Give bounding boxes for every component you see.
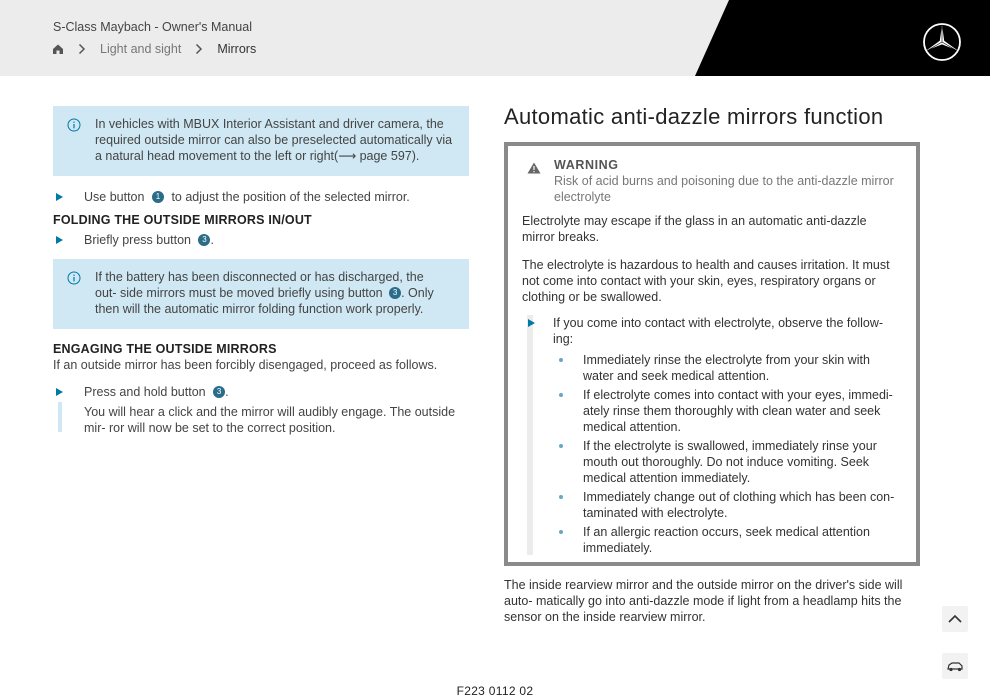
list-item (553, 524, 902, 556)
action-sub-list (553, 352, 902, 556)
mercedes-star-logo[interactable] (922, 22, 962, 62)
warning-triangle-icon (527, 162, 541, 174)
list-item (553, 438, 902, 486)
info-icon (67, 271, 81, 285)
bullet-dot (559, 393, 563, 397)
chevron-right-icon (78, 43, 86, 55)
list-item (553, 387, 902, 435)
list-item-text: Immediately change out of clothing which has been con- taminated with electrolyte. (583, 490, 895, 520)
step-text: Briefly press button (84, 233, 191, 247)
section-title-engaging: ENGAGING THE OUTSIDE MIRRORS (53, 342, 277, 356)
chevron-right-icon (195, 43, 203, 55)
step-text: Press and hold button (84, 385, 206, 399)
button-number-badge: 3 (198, 234, 210, 246)
info-text-battery: . Only then will the automatic mirror folding function work properly. (95, 286, 434, 316)
warning-label: WARNING (554, 158, 619, 172)
info-text-battery: If the battery has been disconnected or has discharged, the out- side mirrors must be moved briefly using button (95, 270, 424, 300)
list-item (553, 489, 902, 521)
page-title: Automatic anti-dazzle mirrors function (504, 104, 884, 129)
vehicle-view-button[interactable] (942, 653, 968, 679)
list-item-text: If an allergic reaction occurs, seek medical attention immediately. (583, 525, 870, 555)
scroll-to-top-button[interactable] (942, 606, 968, 632)
step-text: Use button (84, 190, 145, 204)
bullet-dot (559, 530, 563, 534)
button-number-badge: 3 (213, 386, 225, 398)
button-number-badge: 1 (152, 191, 164, 203)
result-indicator-bar (58, 402, 62, 432)
step-arrow-icon (528, 319, 535, 327)
home-icon[interactable] (52, 43, 64, 55)
list-item-text: If electrolyte comes into contact with your eyes, immedi- ately rinse them thoroughly with clean water and seek medical attention. (583, 388, 893, 434)
bullet-dot (559, 444, 563, 448)
warning-header (522, 157, 902, 205)
warning-paragraph: The electrolyte is hazardous to health and causes irritation. It must not come into contact with your skin, eyes, respiratory organs or clothing or be swallowed. (522, 258, 890, 304)
step-press-hold (53, 384, 469, 436)
breadcrumb-item-light-and-sight[interactable]: Light and sight (100, 42, 182, 56)
step-text: . (225, 385, 229, 399)
breadcrumb (52, 42, 256, 56)
list-item (553, 352, 902, 384)
step-text: to adjust the position of the selected mirror. (171, 190, 410, 204)
car-icon (942, 653, 968, 679)
info-icon (67, 118, 81, 132)
arrow-up-icon (942, 606, 968, 632)
left-column (53, 106, 469, 436)
list-item-text: If the electrolyte is swallowed, immediately rinse your mouth out thoroughly. Do not induce vomiting. Seek medical attention immediately. (583, 439, 877, 485)
warning-box (504, 142, 920, 566)
step-arrow-icon (56, 236, 63, 244)
warning-paragraph: Electrolyte may escape if the glass in an automatic anti-dazzle mirror breaks. (522, 214, 867, 244)
info-box-battery (53, 259, 469, 329)
step-adjust-mirror (53, 189, 469, 205)
section-intro-engaging: If an outside mirror has been forcibly disengaged, proceed as follows. (53, 358, 438, 372)
step-arrow-icon (56, 388, 63, 396)
step-text: . (210, 233, 214, 247)
section-title-folding: FOLDING THE OUTSIDE MIRRORS IN/OUT (53, 213, 312, 227)
step-arrow-icon (56, 193, 63, 201)
manual-title: S-Class Maybach - Owner's Manual (53, 20, 252, 34)
list-item-text: Immediately rinse the electrolyte from your skin with water and seek medical attention. (583, 353, 870, 383)
breadcrumb-item-mirrors: Mirrors (217, 42, 257, 56)
page-header (0, 0, 990, 76)
right-column (504, 103, 920, 624)
step-result-text: You will hear a click and the mirror will audibly engage. The outside mir- ror will now be set to the correct position. (84, 405, 456, 435)
action-intro: If you come into contact with electrolyte, observe the follow- ing: (553, 316, 884, 346)
bullet-dot (559, 495, 563, 499)
info-text-mbux: In vehicles with MBUX Interior Assistant and driver camera, the required outside mirror can also be preselected automatically via a natural head movement to the left or right(⟶ page 597). (95, 117, 453, 163)
warning-subtitle: Risk of acid burns and poisoning due to the anti-dazzle mirror electrolyte (554, 174, 894, 204)
warning-action-list (522, 315, 902, 556)
anti-dazzle-description: The inside rearview mirror and the outside mirror on the driver's side will auto- matically go into anti-dazzle mode if light from a headlamp hits the sensor on the inside rearview mirror. (504, 578, 903, 624)
info-box-mbux (53, 106, 469, 176)
figure-code: F223 0112 02 (456, 684, 534, 698)
step-brief-press (53, 232, 469, 248)
button-number-badge: 3 (389, 287, 401, 299)
bullet-dot (559, 358, 563, 362)
list-indicator-bar (527, 315, 533, 555)
